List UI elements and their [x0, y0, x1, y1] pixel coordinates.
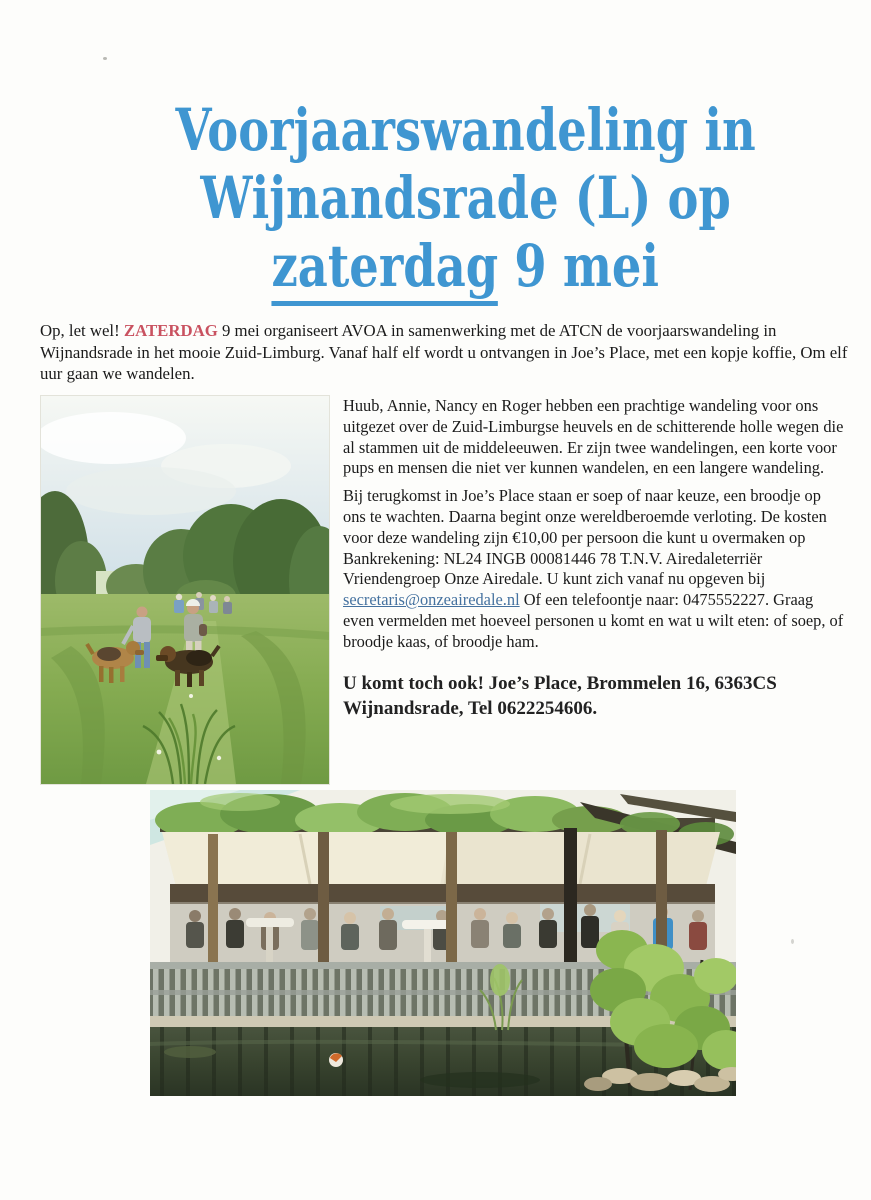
- title-underlined-word: zaterdag: [272, 232, 499, 306]
- email-link[interactable]: secretaris@onzeairedale.nl: [343, 590, 520, 610]
- terrace-photo: [150, 790, 736, 1096]
- scan-speck: [791, 939, 794, 944]
- title-line-3-rest: 9 mei: [498, 232, 660, 300]
- scan-speck: [103, 57, 107, 60]
- awning: [162, 832, 720, 886]
- intro-rest: 9 mei organiseert AVOA in samenwerking met de ATCN de voorjaarswandeling in Wijnandsrade in het mooie Zuid-Limburg. Vanaf half elf wordt u ontvangen in Joe’s Place, met een kopje koffie, Om elf uur gaan we wandelen.: [40, 321, 848, 383]
- page-title: [60, 96, 871, 300]
- paragraph-walk-description: Huub, Annie, Nancy en Roger hebben een prachtige wandeling voor ons uitgezet over de Zuid-Limburgse heuvels en de schitterende holle wegen die al stammen uit de middeleeuwen. Er zijn twee wandelingen, een korte voor pups en mensen die niet ver kunnen wandelen, en een langere wandeling.: [343, 396, 844, 478]
- meadow-walk-photo: [40, 395, 330, 785]
- title-line-2: Wijnandsrade (L) op: [200, 164, 731, 232]
- body-text-column: [343, 396, 845, 728]
- paragraph-registration: [343, 486, 845, 652]
- terrace-illustration: [150, 790, 736, 1096]
- intro-highlight-zaterdag: ZATERDAG: [123, 321, 218, 340]
- title-line-1: Voorjaarswandeling in: [175, 96, 756, 164]
- intro-prefix: Op, let wel!: [40, 321, 124, 340]
- registration-text-after-link: Of een telefoontje naar: 0475552227. Graag even vermelden met hoeveel personen u komt en wat u wilt eten: of soep, of broodje kaas, of broodje ham.: [343, 590, 844, 651]
- intro-paragraph: [40, 320, 854, 385]
- registration-text-before-link: Bij terugkomst in Joe’s Place staan er soep of naar keuze, een broodje op ons te wachten. Daarna begint onze wereldberoemde verloting. De kosten voor deze wandeling zijn €10,00 per persoon die kunt u overmaken op Bankrekening: NL24 INGB 00081446 78 T.N.V. Airedaleterriër Vriendengroep Onze Airedale. U kunt zich vanaf nu opgeven bij: [343, 486, 827, 589]
- meadow-walk-illustration: [41, 396, 329, 784]
- roof-beam: [170, 884, 715, 904]
- closing-invitation: U komt toch ook! Joe’s Place, Brommelen 16, 6363CS Wijnandsrade, Tel 0622254606.: [343, 672, 777, 719]
- title-line-3: [272, 232, 660, 300]
